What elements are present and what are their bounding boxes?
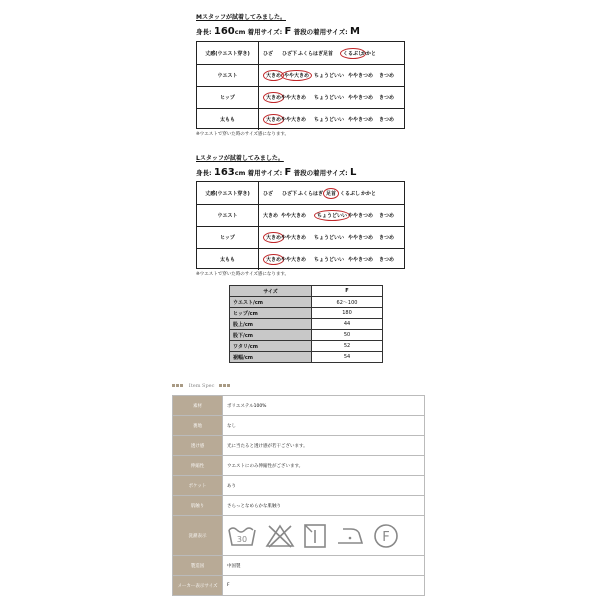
table-row [230,297,383,308]
option: ちょうどいい [314,117,345,123]
height-unit: cm [234,28,246,36]
fit-m-row-label: ウエスト [197,65,259,86]
table-row [173,576,425,596]
spec-key: 製造国 [173,556,223,576]
fit-l-row-label: 丈感(ウエスト穿き) [197,182,259,204]
hang-dry-icon [303,523,327,549]
size-key: 股下/cm [230,330,312,341]
fit-l-option [281,249,306,270]
spec-value: 光に当たると透け感が若干ございます。 [223,436,425,456]
fit-m-table [196,41,405,129]
fit-m-option [282,42,297,64]
option: ふくらはぎ [298,190,324,197]
fit-l-row [197,248,404,270]
size-value: 180 [312,308,383,319]
fit-l-option [263,205,278,226]
option: ちょうどいい [314,95,345,101]
fit-l-option [361,182,376,204]
fit-l-option [282,182,297,204]
table-row [173,476,425,496]
fit-m-option [314,109,344,130]
spec-key: メーカー表示サイズ [173,576,223,596]
fit-l-option [323,182,339,204]
table-row [173,456,425,476]
option: 大きめ [263,213,279,219]
table-row [230,352,383,363]
size-key: ウエスト/cm [230,297,312,308]
fit-m-summary [196,26,360,37]
spec-key: 素材 [173,396,223,416]
fit-m-heading: Mスタッフが試着してみました。 [196,14,286,21]
height-value: 160 [213,26,235,37]
size-value: 52 [312,341,383,352]
option: ひざ下 [282,190,298,197]
table-row [173,416,425,436]
fit-m-option [323,42,333,64]
fit-l-option [379,205,394,226]
fit-m-option [263,42,273,64]
option: やや大きめ [281,235,307,241]
spec-key: 裏地 [173,416,223,436]
size-value: 44 [312,319,383,330]
dry-clean-f-icon [373,523,399,549]
spec-title [172,383,231,389]
fit-m-row [197,86,404,108]
spec-key: ポケット [173,476,223,496]
selected-option: くるぶし [340,48,366,59]
spec-value: 中国製 [223,556,425,576]
fit-l-row [197,226,404,248]
size-header-value: F [312,286,383,297]
size-key: ワタリ/cm [230,341,312,352]
selected-option: 大きめ [263,70,284,81]
usual-label: 普段の着用サイズ: [293,169,348,177]
option: ややきつめ [348,117,374,123]
usual-value: L [349,167,357,178]
size-header-label: サイズ [230,286,312,297]
fit-m-option [281,109,306,130]
fit-m-row-label: ヒップ [197,87,259,108]
fit-l-note: ※ウエストで穿いた時のサイズ感になります。 [196,272,290,277]
selected-option: 足首 [323,188,339,199]
option: きつめ [379,213,395,219]
selected-option: やや大きめ [281,70,312,81]
option: ちょうどいい [314,73,345,79]
wear-label: 着用サイズ: [247,169,283,177]
option: かかと [361,50,377,57]
option: かかと [361,190,377,197]
selected-option: 大きめ [263,254,284,265]
spec-title-text: Item Spec [188,383,215,389]
wash-30-icon [227,524,257,548]
spec-value: あり [223,476,425,496]
option: ややきつめ [348,73,374,79]
option: ややきつめ [348,257,374,263]
spec-value: ポリエステル100% [223,396,425,416]
option: やや大きめ [281,213,307,219]
option: きつめ [379,257,395,263]
selected-option: 大きめ [263,114,284,125]
fit-l-row [197,182,404,204]
fit-l-option [379,227,394,248]
no-bleach-icon [265,524,295,548]
fit-l-heading: Lスタッフが試着してみました。 [196,155,284,162]
fit-m-option [298,42,323,64]
fit-m-row [197,108,404,130]
fit-l-table [196,181,405,269]
option: くるぶし [340,190,361,197]
table-row [230,341,383,352]
option: きつめ [379,73,395,79]
option: きつめ [379,235,395,241]
wear-value: F [284,167,292,178]
fit-m-option [379,65,394,86]
fit-m-row-label: 太もも [197,109,259,130]
fit-m-option [348,109,373,130]
fit-l-row-label: ヒップ [197,227,259,248]
option: 足首 [323,50,334,57]
option: やや大きめ [281,257,307,263]
option: やや大きめ [281,95,307,101]
table-row [230,319,383,330]
fit-l-row-label: 太もも [197,249,259,270]
table-row [230,330,383,341]
fit-m-row [197,64,404,86]
spec-key: 肌触り [173,496,223,516]
table-row [173,436,425,456]
fit-l-option [314,227,344,248]
spec-value: さらっとなめらかな肌触り [223,496,425,516]
height-value: 163 [213,167,235,178]
fit-m-option [379,87,394,108]
option: ちょうどいい [314,257,345,263]
fit-l-option [348,205,373,226]
usual-value: M [349,26,360,37]
fit-m-option [281,65,312,86]
height-unit: cm [234,169,246,177]
option: きつめ [379,117,395,123]
size-key: 裾幅/cm [230,352,312,363]
fit-m-option [348,65,373,86]
usual-label: 普段の着用サイズ: [293,28,348,36]
option: ややきつめ [348,95,374,101]
table-row [230,308,383,319]
fit-l-option [379,249,394,270]
table-row [173,516,425,556]
fit-l-option [298,182,323,204]
fit-l-option [281,227,306,248]
height-label: 身長: [196,169,212,177]
fit-l-summary [196,167,356,178]
iron-low-icon [335,525,365,547]
spec-value: なし [223,416,425,436]
dry-clean-letter: F [382,529,390,545]
fit-l-option [314,249,344,270]
fit-m-note: ※ウエストで穿いた時のサイズ感になります。 [196,132,290,137]
size-value: 54 [312,352,383,363]
option: やや大きめ [281,117,307,123]
spec-key: 洗濯表示 [173,516,223,556]
fit-m-row [197,42,404,64]
selected-option: 大きめ [263,92,284,103]
fit-m-row-label: 丈感(ウエスト穿き) [197,42,259,64]
fit-l-row-label: ウエスト [197,205,259,226]
size-key: 股上/cm [230,319,312,330]
fit-l-option [340,182,360,204]
option: ややきつめ [348,213,374,219]
wear-label: 着用サイズ: [247,28,283,36]
selected-option: ちょうどいい [314,210,350,221]
fit-l-option [281,205,306,226]
fit-m-option [281,87,306,108]
table-row [173,496,425,516]
table-row [173,556,425,576]
wear-value: F [284,26,292,37]
option: ややきつめ [348,235,374,241]
table-row [173,396,425,416]
height-label: 身長: [196,28,212,36]
fit-m-option [361,42,376,64]
option: ちょうどいい [314,235,345,241]
size-key: ヒップ/cm [230,308,312,319]
fit-l-option [263,182,273,204]
option: ひざ [263,50,274,57]
spec-key: 透け感 [173,436,223,456]
option: きつめ [379,95,395,101]
size-table-header [230,286,383,297]
spec-table [172,395,425,596]
spec-key: 伸縮性 [173,456,223,476]
size-table [229,285,383,363]
selected-option: 大きめ [263,232,284,243]
option: ふくらはぎ [298,50,324,57]
fit-l-option [348,227,373,248]
spec-value: ウエストにのみ伸縮性がございます。 [223,456,425,476]
fit-m-option [314,65,344,86]
wash-temp-label: 30 [236,534,248,544]
fit-l-option [348,249,373,270]
option: ひざ下 [282,50,298,57]
fit-l-row [197,204,404,226]
care-icons [223,516,425,556]
fit-m-option [379,109,394,130]
size-value: 50 [312,330,383,341]
spec-value: F [223,576,425,596]
option: ひざ [263,190,274,197]
fit-l-option [314,205,350,226]
size-value: 62～100 [312,297,383,308]
fit-m-option [314,87,344,108]
fit-m-option [348,87,373,108]
